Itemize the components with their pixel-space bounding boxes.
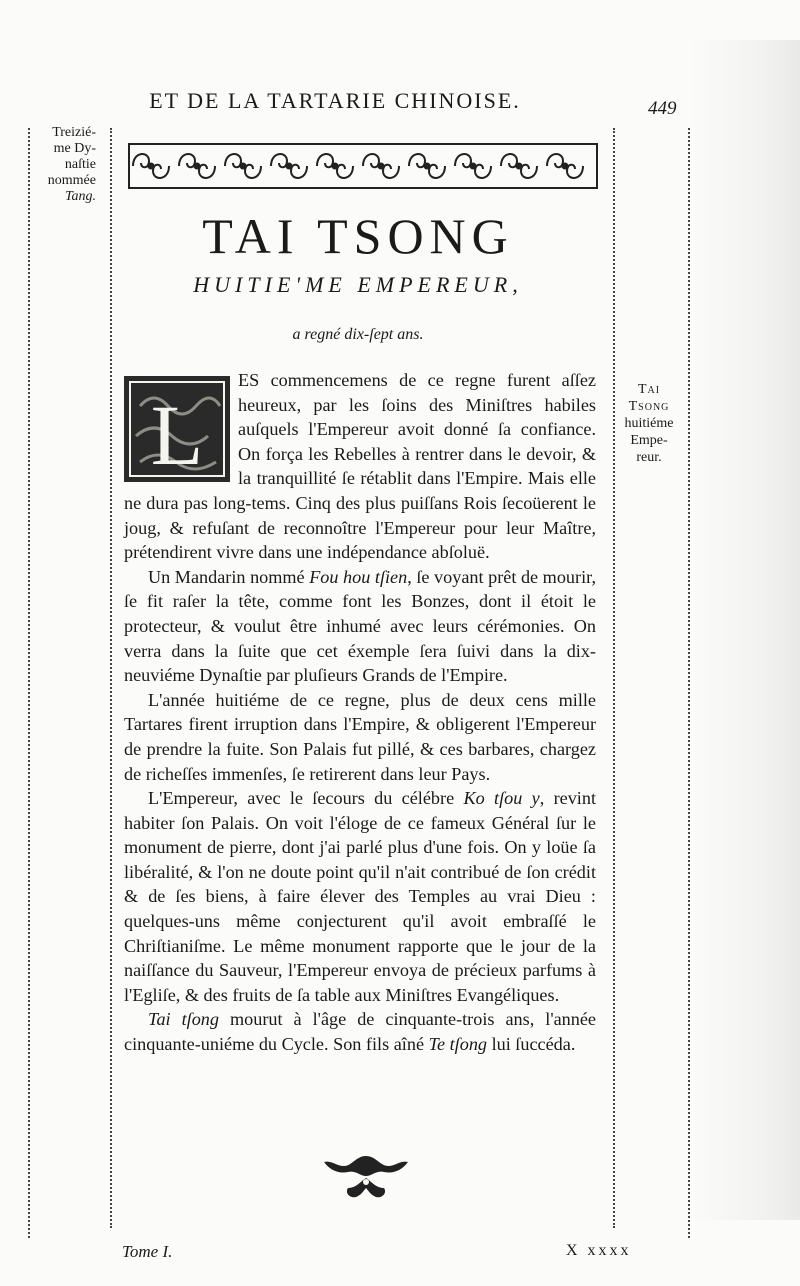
paragraph-text: mourut à l'âge de cinquante-trois ans, l'année cinquante-uniéme du Cycle. Son fils aîné [124, 1009, 597, 1055]
ornament-dot [425, 164, 430, 169]
marginal-note-line: naſtie [64, 157, 96, 172]
paragraph-text: , revint habiter ſon Palais. On voit l'éloge de ce fameux Général ſur le monument de pierre, dont j'ai parlé plus d'une fois. On y loüe ſa libéralité, & l'on ne doute point qu'il n'ait contribué de ſon crédit & de ſes biens, à faire élever des Temples au vrai Dieu : quelques-uns même conjecturent qu'il avoit embraſſé le Chriſtianiſme. Le même monument rapporte que le jour de la naiſſance du Sauveur, l'Empereur envoya de précieux parfums à l'Egliſe, & des fruits de ſa table aux Miniſtres Evangéliques. [124, 788, 596, 1005]
chapter-subtitle: HUITIE'ME EMPEREUR, [193, 272, 523, 297]
marginal-note-line: me Dy- [53, 141, 96, 156]
ornament-dot [563, 164, 568, 169]
headpiece-ornament [128, 143, 598, 189]
marginal-note-line: Tai [637, 382, 661, 397]
ornamental-border-right-outer [688, 128, 690, 1238]
marginal-note-line: Empe- [630, 433, 668, 448]
ornament-dot [471, 164, 476, 169]
marginal-note-line: Tang. [64, 189, 96, 204]
paragraph [124, 368, 596, 565]
marginal-note-emperor [618, 381, 680, 466]
chapter-title: TAI TSONG [202, 208, 514, 264]
marginal-note-dynasty [38, 125, 96, 205]
marginal-note-line: Tsong [628, 399, 670, 414]
body-text [124, 368, 596, 1057]
tailpiece-ornament [316, 1152, 416, 1204]
volume-indicator: Tome I. [122, 1242, 173, 1261]
marginal-note-line: Treizié- [52, 125, 96, 140]
marginal-note-line: huitiéme [624, 416, 674, 431]
ornament-dot [241, 164, 246, 169]
signature-mark: X xxxx [566, 1242, 632, 1259]
paragraph [124, 1007, 596, 1056]
ornament-dot [195, 164, 200, 169]
marginal-note-line: nommée [47, 173, 96, 188]
ornamental-border-left-inner [110, 128, 112, 1228]
paragraph [124, 565, 596, 688]
ornament-dot [517, 164, 522, 169]
ornament-dot [379, 164, 384, 169]
paragraph-text: L'Empereur, avec le ſecours du célébre [148, 788, 464, 809]
marginal-note-line: reur. [636, 450, 662, 465]
person-name: Ko tſou y [463, 788, 540, 809]
person-name: Fou hou tſien [309, 566, 408, 587]
reign-duration: a regné dix-ſept ans. [292, 326, 424, 343]
ornamental-border-right-inner [613, 128, 615, 1228]
person-name: Te tſong [428, 1034, 488, 1055]
dropcap-letter: L [150, 387, 204, 482]
paragraph-text: L'année huitiéme de ce regne, plus de deux cens mille Tartares firent irruption dans l'Empire, & obligerent l'Empereur de prendre la fuite. Son Palais fut pillé, & ces barbares, chargez de richeſſes immenſes, ſe retirerent dans leur Pays. [124, 689, 596, 784]
bleed-through-shadow [690, 40, 800, 1220]
paragraph-text: lui ſuccéda. [487, 1034, 576, 1055]
running-head: ET DE LA TARTARIE CHINOISE. [149, 88, 521, 113]
paragraph [124, 688, 596, 786]
paragraph-text: Un Mandarin nommé [148, 566, 310, 587]
ornament-dot [149, 164, 154, 169]
page-number: 449 [648, 98, 677, 119]
person-name: Tai tſong [148, 1009, 219, 1030]
ornament-dot [333, 164, 338, 169]
paragraph [124, 786, 596, 1007]
ornamental-border-left-outer [28, 128, 30, 1238]
paragraph-text: ES commencemens de ce regne furent aſſez heureux, par les ſoins des Miniſtres habiles auſquels l'Empereur avoit donné ſa confiance. On força les Rebelles à rentrer dans le devoir, & la tranquillité ſe rétablit dans l'Empire. Mais elle ne dura pas long-tems. Cinq des plus puiſſans Rois ſecoüerent le joug, & refuſant de reconnoître l'Empereur pour leur Maître, prétendirent vivre dans une indépendance abſoluë. [124, 370, 596, 563]
ornament-dot [287, 164, 292, 169]
paragraph-text: , ſe voyant prêt de mourir, ſe fit raſer la tête, comme font les Bonzes, dont il étoit le protecteur, & voulut être inhumé avec leurs cérémonies. On verra dans la ſuite que cet éxemple ſera ſuivi dans la dix-neuviéme Dynaſtie par pluſieurs Grands de l'Empire. [124, 566, 596, 686]
